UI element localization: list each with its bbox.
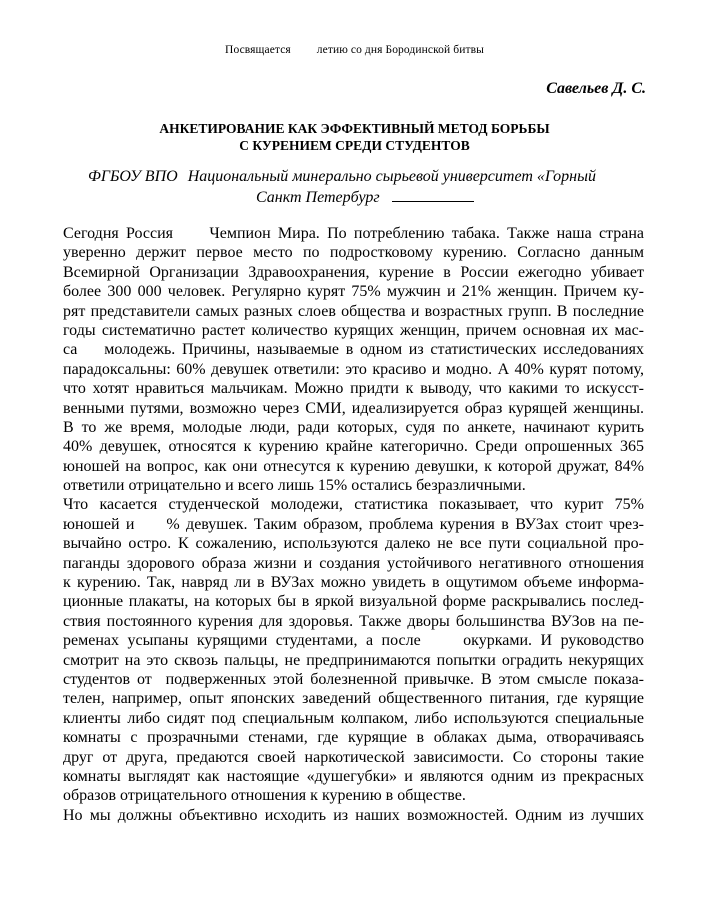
body-line: парадоксальны: 60% девушек ответили: это красиво и модно. А 40% курят потому, bbox=[63, 360, 644, 378]
body-line: са молодежь. Причины, называемые в одном из статистических исследованиях bbox=[63, 341, 644, 359]
body-line: В то же время, молодые люди, ради которых, судя по анкете, начинают курить bbox=[63, 418, 644, 436]
body-line: ционные плакаты, на которых бы в яркой визуальной форме раскрывались послед- bbox=[63, 593, 644, 611]
affiliation-city: Санкт Петербург bbox=[256, 189, 380, 206]
article-body bbox=[63, 224, 644, 825]
body-line: Но мы должны объективно исходить из наших возможностей. Одним из лучших bbox=[63, 806, 644, 824]
body-line: ствия постоянного курения для здоровья. Также дворы большинства ВУЗов на пе- bbox=[63, 612, 644, 630]
affiliation bbox=[0, 167, 709, 208]
dedication-part1: Посвящается bbox=[225, 44, 291, 56]
body-line: более 300 000 человек. Регулярно курят 75% мужчин и 21% женщин. Причем ку- bbox=[63, 283, 644, 301]
body-line: клиенты либо сидят под специальным колпаком, либо используются специальные bbox=[63, 709, 644, 727]
body-line: комнаты с прозрачными стенами, где курящие в облаках дыма, отворачиваясь bbox=[63, 729, 644, 747]
title-line-2: С КУРЕНИЕМ СРЕДИ СТУДЕНТОВ bbox=[239, 138, 470, 153]
body-line: юношей и % девушек. Таким образом, проблема курения в ВУЗах стоит чрез- bbox=[63, 515, 644, 533]
dedication-header bbox=[0, 44, 709, 56]
affiliation-line-1 bbox=[0, 167, 709, 187]
body-line: что хотят нравиться мальчикам. Можно придти к выводу, что какими то искусст- bbox=[63, 380, 644, 398]
article-title bbox=[0, 120, 709, 154]
affiliation-line-2 bbox=[0, 187, 709, 208]
body-line: 40% девушек, относятся к курению крайне категорично. Среди опрошенных 365 bbox=[63, 438, 644, 456]
affiliation-org-type: ФГБОУ ВПО bbox=[88, 168, 178, 185]
author-name: Савельев Д. С. bbox=[546, 80, 646, 97]
body-line: рят представители самых разных слоев общества и возрастных групп. В последние bbox=[63, 302, 644, 320]
body-line: образов отрицательного отношения к курению в обществе. bbox=[63, 787, 466, 805]
body-line: венными путями, возможно через СМИ, идеализируется образ курящей женщины. bbox=[63, 399, 644, 417]
body-line: ответили отрицательно и всего лишь 15% остались безразличными. bbox=[63, 477, 526, 495]
body-line: вычайно остро. К сожалению, используются далеко не все пути социальной про- bbox=[63, 535, 644, 553]
body-line: уверенно держит первое место по подростковому курению. Согласно данным bbox=[63, 244, 644, 262]
body-line: телен, например, опыт японских заведений общественного питания, где курящие bbox=[63, 690, 644, 708]
body-line: к курению. Так, навряд ли в ВУЗах можно увидеть в ощутимом объеме информа- bbox=[63, 574, 644, 592]
body-line: комнаты выглядят как настоящие «душегубки» и являются одним из прекрасных bbox=[63, 767, 644, 785]
title-line-1: АНКЕТИРОВАНИЕ КАК ЭФФЕКТИВНЫЙ МЕТОД БОРЬБЫ bbox=[159, 121, 550, 136]
body-line: годы систематично растет количество курящих женщин, причем основная их мас- bbox=[63, 321, 644, 339]
blank-underline-field bbox=[392, 187, 474, 202]
body-line: паганды здорового образа жизни и создания устойчивого негативного отношения bbox=[63, 554, 644, 572]
affiliation-university: Национальный минерально сырьевой университет «Горный bbox=[187, 168, 596, 185]
body-line: Всемирной Организации Здравоохранения, курение в России ежегодно убивает bbox=[63, 263, 644, 281]
body-line: Что касается студенческой молодежи, статистика показывает, что курит 75% bbox=[63, 496, 644, 514]
body-line: юношей на вопрос, как они отнесутся к курению девушки, к которой дружат, 84% bbox=[63, 457, 644, 475]
body-line: смотрит на это сквозь пальцы, не предпринимаются попытки оградить некурящих bbox=[63, 651, 644, 669]
body-line: Сегодня Россия Чемпион Мира. По потреблению табака. Также наша страна bbox=[63, 225, 644, 242]
body-line: студентов от подверженных этой болезненной привычке. В этом смысле показа- bbox=[63, 670, 644, 688]
body-line: ременах усыпаны курящими студентами, а после окурками. И руководство bbox=[63, 632, 644, 650]
dedication-part2: летию со дня Бородинской битвы bbox=[316, 44, 484, 56]
body-line: друг от друга, предаются своей наркотической зависимости. Со стороны такие bbox=[63, 748, 644, 766]
